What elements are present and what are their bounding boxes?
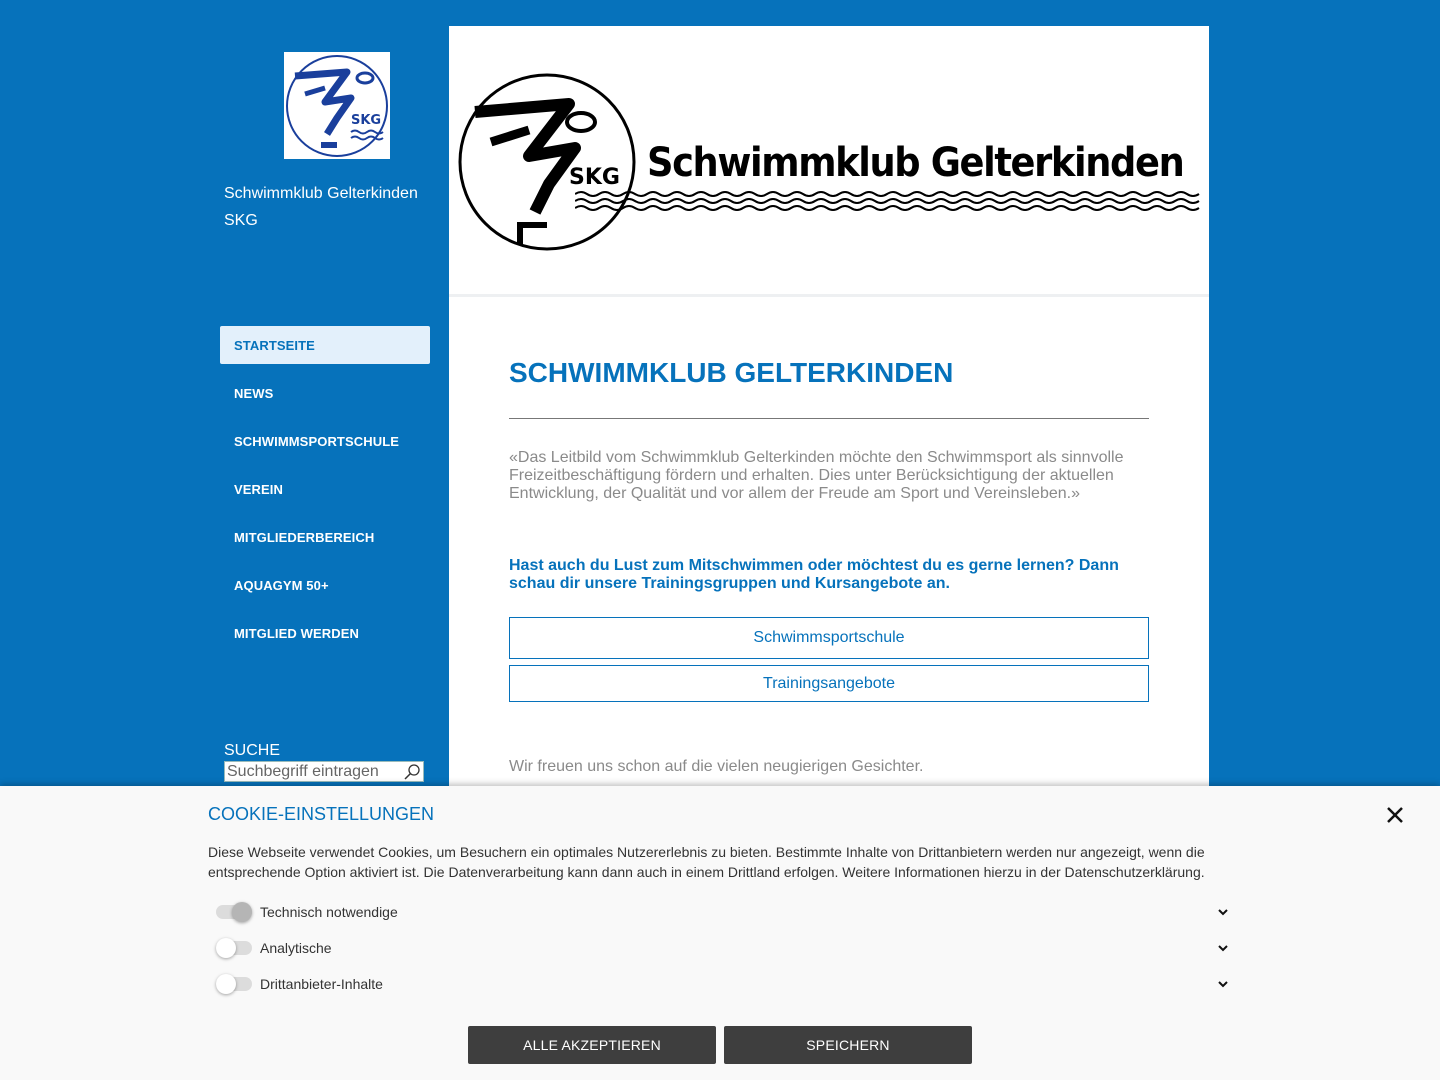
trainingsangebote-button[interactable]: Trainingsangebote xyxy=(509,665,1149,702)
cta-text: Hast auch du Lust zum Mitschwimmen oder möchtest du es gerne lernen? Dann schau dir unsere Trainingsgruppen und Kursangebote an. xyxy=(509,557,1119,592)
nav-item-schwimmsportschule[interactable]: SCHWIMMSPORTSCHULE xyxy=(234,433,400,449)
site-name[interactable]: Schwimmklub Gelterkinden SKG xyxy=(224,185,418,229)
nav-item-news[interactable]: NEWS xyxy=(234,385,274,401)
site-logo[interactable] xyxy=(284,52,390,159)
chevron-down-icon[interactable] xyxy=(1216,905,1230,919)
leitbild-quote: «Das Leitbild vom Schwimmklub Gelterkinden möchte den Schwimmsport als sinnvolle Freizeitbeschäftigung fördern und erhalten. Dies unter Berücksichtigung der aktuellen Entwicklung, der Qualität und vor allem der Freude am Sport und Vereinsleben.» xyxy=(509,449,1124,502)
search-box xyxy=(224,761,424,782)
emblem-text: SKG xyxy=(569,165,620,190)
nav-item-verein[interactable]: VEREIN xyxy=(234,481,284,497)
option-label: Analytische xyxy=(260,940,332,956)
save-button[interactable]: SPEICHERN xyxy=(724,1026,972,1064)
swimmer-logo-icon xyxy=(285,54,389,158)
page-title: SCHWIMMKLUB GELTERKINDEN xyxy=(509,357,954,388)
logo-text: SKG xyxy=(351,112,382,128)
toggle-analytische[interactable] xyxy=(216,941,252,955)
cookie-banner xyxy=(0,786,1440,1080)
nav-item-mitglied-werden[interactable]: MITGLIED WERDEN xyxy=(234,625,359,641)
nav-item-aquagym[interactable]: AQUAGYM 50+ xyxy=(234,577,329,593)
search-icon[interactable] xyxy=(403,763,421,781)
nav-item-startseite[interactable]: STARTSEITE xyxy=(220,326,430,364)
toggle-technisch[interactable] xyxy=(216,905,252,919)
swimmer-emblem-icon xyxy=(457,72,637,252)
accept-all-button[interactable]: ALLE AKZEPTIEREN xyxy=(468,1026,716,1064)
page-content xyxy=(509,352,1149,776)
main-navigation xyxy=(220,326,430,662)
cookie-option-drittanbieter xyxy=(216,972,1230,996)
schwimmsportschule-button[interactable]: Schwimmsportschule xyxy=(509,617,1149,659)
cookie-option-technisch xyxy=(216,900,1230,924)
cookie-option-analytische xyxy=(216,936,1230,960)
closing-text: Wir freuen uns schon auf die vielen neugierigen Gesichter. xyxy=(509,758,924,775)
search-label: SUCHE xyxy=(224,742,281,759)
header-banner xyxy=(449,26,1209,297)
chevron-down-icon[interactable] xyxy=(1216,977,1230,991)
water-waves-icon xyxy=(575,190,1205,214)
nav-item-mitgliederbereich[interactable]: MITGLIEDERBEREICH xyxy=(234,529,375,545)
cookie-description: Diese Webseite verwendet Cookies, um Besuchern ein optimales Nutzererlebnis zu bieten. Bestimmte Inhalte von Drittanbietern werden nur angezeigt, wenn die entsprechende Option aktiviert ist. Die Datenverarbeitung kann dann auch in einem Drittland erfolgen. Weitere Informationen hierzu in der Datenschutzerklärung. xyxy=(208,844,1205,880)
title-divider xyxy=(509,418,1149,419)
option-label: Technisch notwendige xyxy=(260,904,398,920)
close-icon[interactable] xyxy=(1384,804,1406,826)
chevron-down-icon[interactable] xyxy=(1216,941,1230,955)
brand-text: Schwimmklub Gelterkinden xyxy=(647,140,1184,186)
toggle-drittanbieter[interactable] xyxy=(216,977,252,991)
search-input[interactable] xyxy=(225,762,401,781)
cookie-title: COOKIE-EINSTELLUNGEN xyxy=(208,804,435,824)
option-label: Drittanbieter-Inhalte xyxy=(260,976,383,992)
